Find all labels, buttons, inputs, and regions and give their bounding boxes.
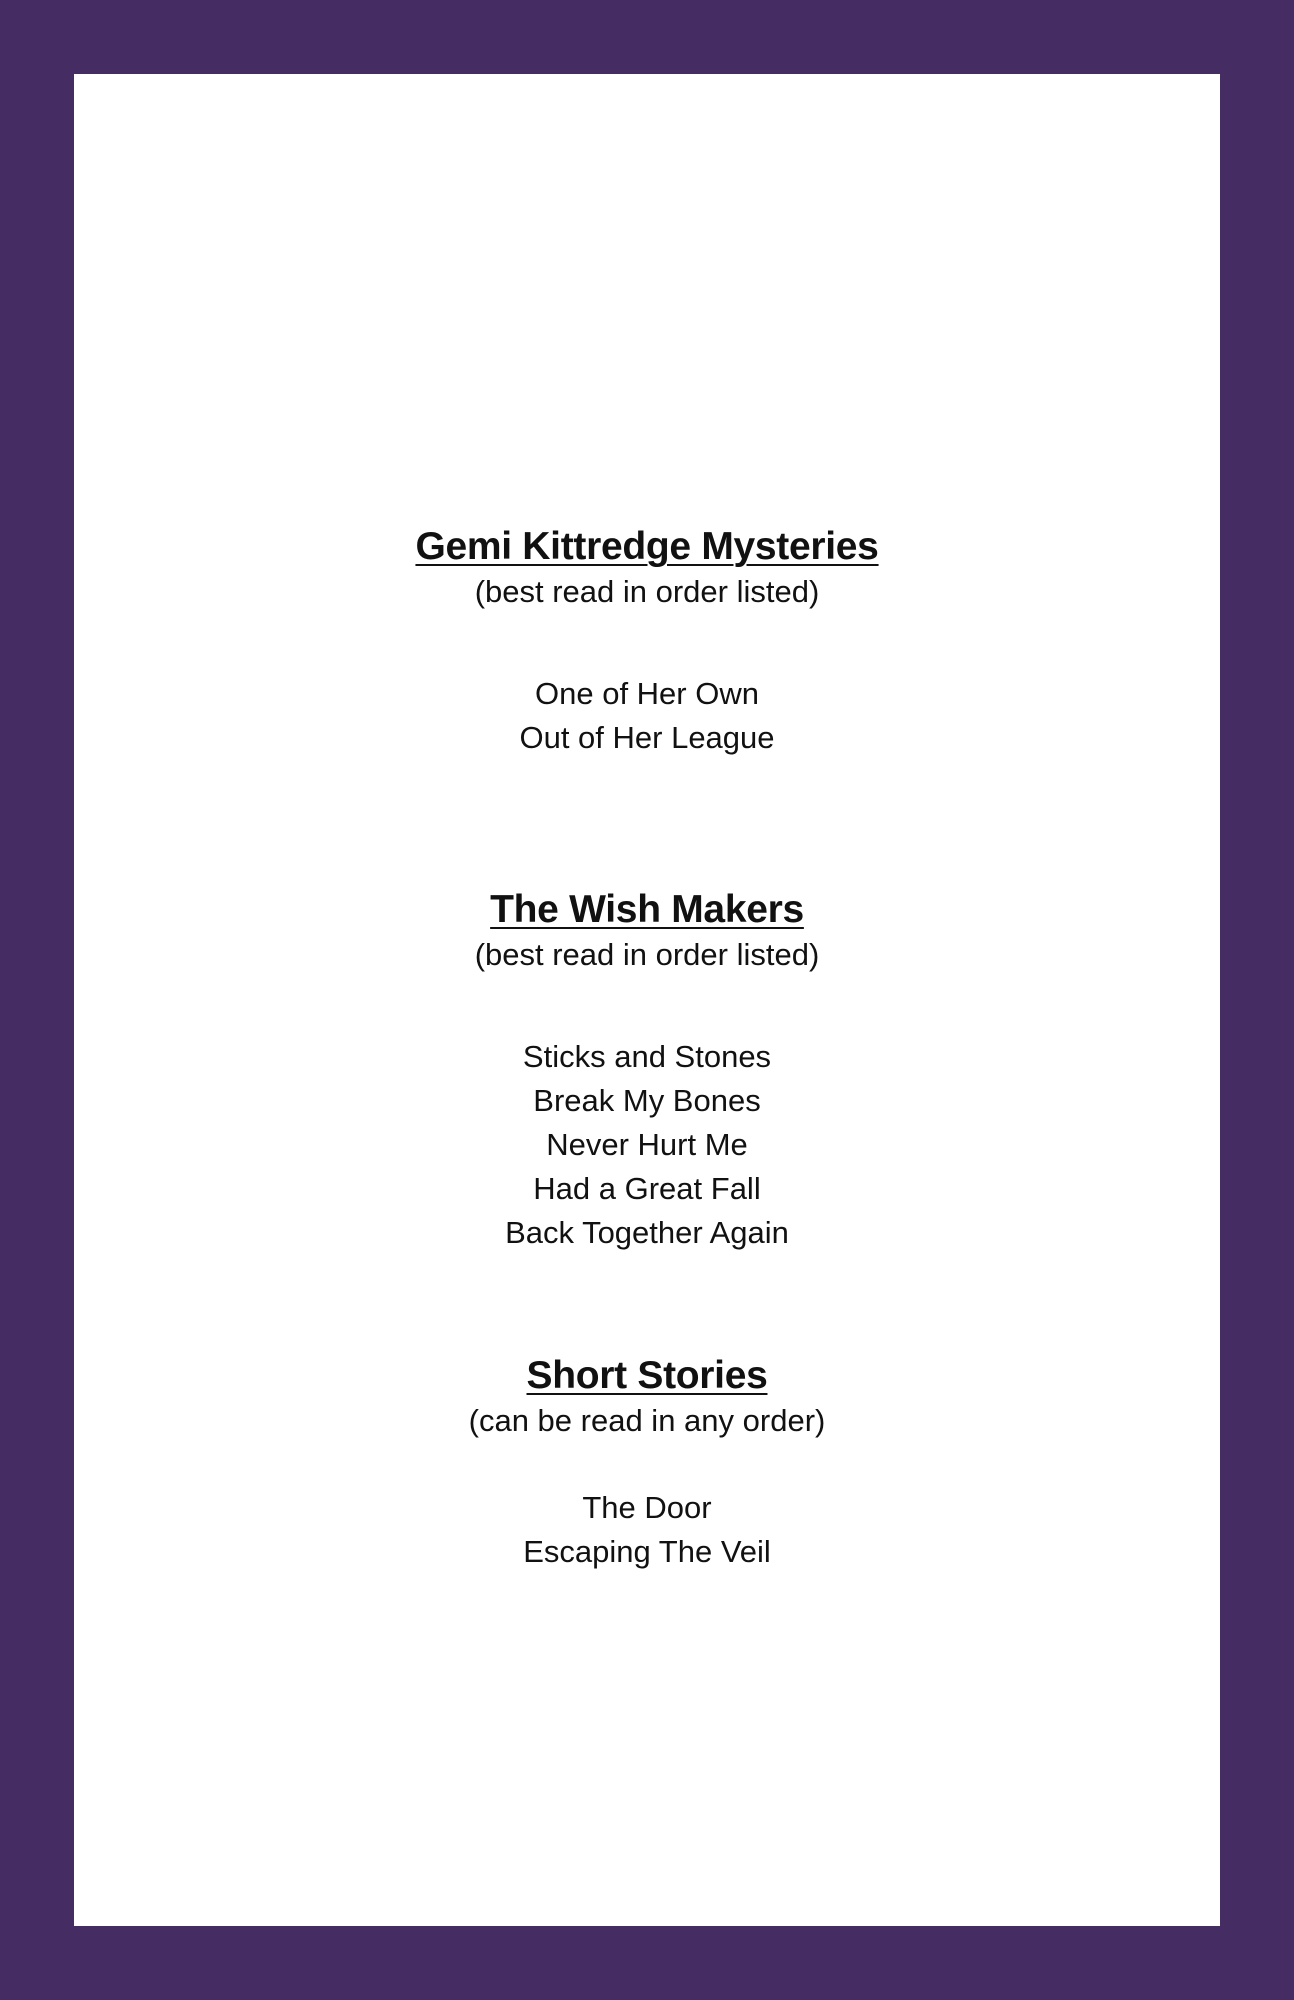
book-title: Never Hurt Me [546, 1127, 748, 1162]
book-title: Back Together Again [505, 1215, 789, 1250]
book-list [74, 672, 1220, 760]
section-heading: The Wish Makers [490, 888, 804, 931]
reading-order-note: (can be read in any order) [468, 1403, 826, 1438]
reading-order-note: (best read in order listed) [474, 574, 820, 609]
book-title: Break My Bones [533, 1083, 761, 1118]
book-title: Escaping The Veil [523, 1534, 771, 1569]
book-title: Out of Her League [519, 720, 775, 755]
section-the-wish-makers [74, 887, 1220, 1255]
book-title: Had a Great Fall [533, 1171, 761, 1206]
book-title: One of Her Own [535, 676, 759, 711]
book-title: The Door [582, 1490, 712, 1525]
section-short-stories [74, 1353, 1220, 1574]
book-title: Sticks and Stones [522, 1039, 772, 1074]
section-gemi-kittredge-mysteries [74, 524, 1220, 760]
page [74, 74, 1220, 1926]
book-list [74, 1486, 1220, 1574]
reading-order-note: (best read in order listed) [474, 937, 820, 972]
section-heading: Gemi Kittredge Mysteries [415, 525, 879, 568]
book-list [74, 1035, 1220, 1255]
section-heading: Short Stories [526, 1354, 768, 1397]
